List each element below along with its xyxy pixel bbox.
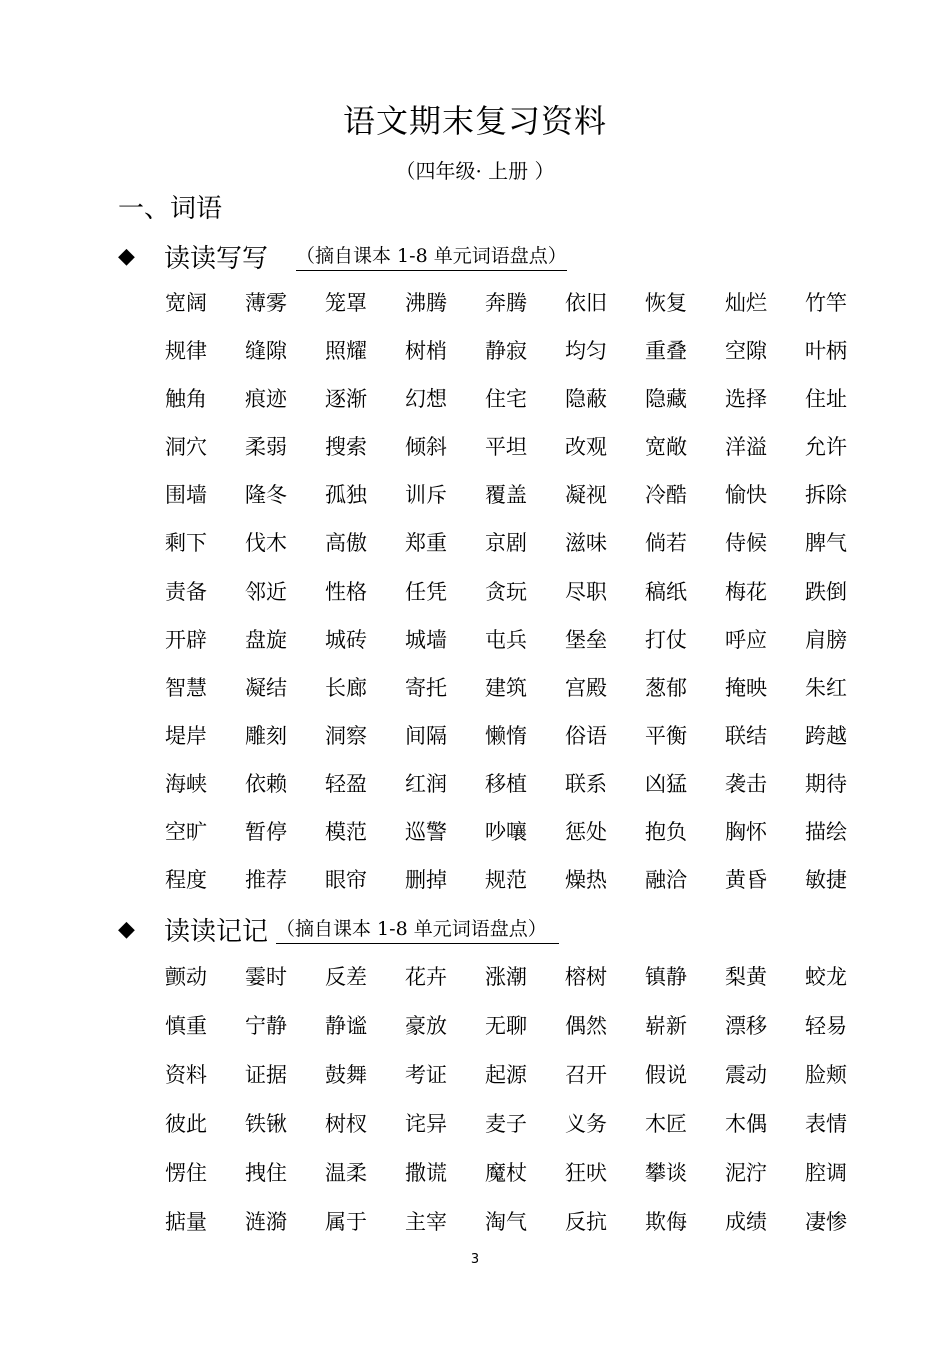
vocabulary-word: 期待 bbox=[805, 771, 847, 796]
vocabulary-word: 跨越 bbox=[805, 723, 847, 748]
vocabulary-word: 拽住 bbox=[245, 1161, 287, 1185]
vocabulary-word: 愣住 bbox=[165, 1161, 207, 1185]
vocabulary-word: 叶柄 bbox=[805, 339, 847, 364]
vocabulary-word: 暂停 bbox=[245, 820, 287, 845]
vocabulary-word: 堡垒 bbox=[565, 627, 607, 652]
vocabulary-word: 榕树 bbox=[565, 965, 607, 989]
vocabulary-word: 改观 bbox=[565, 435, 607, 460]
word-grid-read-remember bbox=[165, 961, 885, 1255]
vocabulary-word: 淘气 bbox=[485, 1210, 527, 1234]
vocabulary-word: 主宰 bbox=[405, 1210, 447, 1234]
vocabulary-word: 颤动 bbox=[165, 965, 207, 989]
vocabulary-word: 木匠 bbox=[645, 1112, 687, 1136]
vocabulary-word: 表情 bbox=[805, 1112, 847, 1136]
vocabulary-word: 麦子 bbox=[485, 1112, 527, 1136]
vocabulary-word: 冷酷 bbox=[645, 483, 687, 508]
subsection-heading-read-remember bbox=[118, 909, 559, 949]
vocabulary-word: 稿纸 bbox=[645, 579, 687, 604]
vocabulary-word: 规律 bbox=[165, 339, 207, 364]
vocabulary-word: 责备 bbox=[165, 579, 207, 604]
vocabulary-word: 宁静 bbox=[245, 1014, 287, 1038]
vocabulary-word: 柔弱 bbox=[245, 435, 287, 460]
vocabulary-word: 红润 bbox=[405, 771, 447, 796]
vocabulary-word: 性格 bbox=[325, 579, 367, 604]
vocabulary-word: 召开 bbox=[565, 1063, 607, 1087]
vocabulary-word: 敏捷 bbox=[805, 868, 847, 893]
vocabulary-word: 崭新 bbox=[645, 1014, 687, 1038]
vocabulary-word: 诧异 bbox=[405, 1112, 447, 1136]
vocabulary-word: 沸腾 bbox=[405, 291, 447, 315]
vocabulary-word: 袭击 bbox=[725, 771, 767, 796]
vocabulary-word: 义务 bbox=[565, 1112, 607, 1136]
vocabulary-word: 脸颊 bbox=[805, 1063, 847, 1087]
vocabulary-word: 住宅 bbox=[485, 387, 527, 412]
vocabulary-word: 宫殿 bbox=[565, 675, 607, 700]
vocabulary-word: 洞穴 bbox=[165, 435, 207, 460]
vocabulary-word: 寄托 bbox=[405, 675, 447, 700]
subsection-note: （摘自课本 1-8 单元词语盘点） bbox=[296, 241, 567, 271]
vocabulary-word: 推荐 bbox=[245, 868, 287, 893]
vocabulary-word: 宽阔 bbox=[165, 291, 207, 315]
vocabulary-word: 海峡 bbox=[165, 771, 207, 796]
vocabulary-word: 梅花 bbox=[725, 579, 767, 604]
vocabulary-word: 懒惰 bbox=[485, 723, 527, 748]
vocabulary-word: 凝结 bbox=[245, 675, 287, 700]
vocabulary-word: 巡警 bbox=[405, 820, 447, 845]
vocabulary-word: 倘若 bbox=[645, 531, 687, 556]
vocabulary-word: 掩映 bbox=[725, 675, 767, 700]
vocabulary-word: 灿烂 bbox=[725, 291, 767, 315]
vocabulary-word: 静寂 bbox=[485, 339, 527, 364]
vocabulary-word: 隆冬 bbox=[245, 483, 287, 508]
vocabulary-word: 属于 bbox=[325, 1210, 367, 1234]
vocabulary-word: 轻易 bbox=[805, 1014, 847, 1038]
vocabulary-word: 堤岸 bbox=[165, 723, 207, 748]
diamond-icon: ◆ bbox=[118, 916, 135, 942]
vocabulary-word: 梨黄 bbox=[725, 965, 767, 989]
vocabulary-word: 掂量 bbox=[165, 1210, 207, 1234]
vocabulary-word: 允许 bbox=[805, 435, 847, 460]
vocabulary-word: 薄雾 bbox=[245, 291, 287, 315]
page-number: 3 bbox=[470, 1252, 480, 1267]
vocabulary-word: 慎重 bbox=[165, 1014, 207, 1038]
page-title: 语文期末复习资料 bbox=[342, 102, 607, 140]
vocabulary-word: 震动 bbox=[725, 1063, 767, 1087]
vocabulary-word: 倾斜 bbox=[405, 435, 447, 460]
vocabulary-word: 重叠 bbox=[645, 339, 687, 364]
vocabulary-word: 葱郁 bbox=[645, 675, 687, 700]
vocabulary-word: 朱红 bbox=[805, 675, 847, 700]
section-heading-vocabulary: 一、词语 bbox=[118, 194, 223, 224]
vocabulary-word: 泥泞 bbox=[725, 1161, 767, 1185]
vocabulary-word: 触角 bbox=[165, 387, 207, 412]
vocabulary-word: 洞察 bbox=[325, 723, 367, 748]
vocabulary-word: 幻想 bbox=[405, 387, 447, 412]
vocabulary-word: 凶猛 bbox=[645, 771, 687, 796]
vocabulary-word: 缝隙 bbox=[245, 339, 287, 364]
vocabulary-word: 照耀 bbox=[325, 339, 367, 364]
vocabulary-word: 逐渐 bbox=[325, 387, 367, 412]
vocabulary-word: 覆盖 bbox=[485, 483, 527, 508]
vocabulary-word: 漂移 bbox=[725, 1014, 767, 1038]
vocabulary-word: 建筑 bbox=[485, 675, 527, 700]
vocabulary-word: 模范 bbox=[325, 820, 367, 845]
vocabulary-word: 平衡 bbox=[645, 723, 687, 748]
vocabulary-word: 木偶 bbox=[725, 1112, 767, 1136]
vocabulary-word: 城砖 bbox=[325, 627, 367, 652]
vocabulary-word: 起源 bbox=[485, 1063, 527, 1087]
vocabulary-word: 树杈 bbox=[325, 1112, 367, 1136]
vocabulary-word: 反差 bbox=[325, 965, 367, 989]
vocabulary-word: 均匀 bbox=[565, 339, 607, 364]
vocabulary-word: 联结 bbox=[725, 723, 767, 748]
vocabulary-word: 宽敞 bbox=[645, 435, 687, 460]
vocabulary-word: 空旷 bbox=[165, 820, 207, 845]
subsection-title: 读读写写 bbox=[164, 243, 269, 274]
vocabulary-word: 描绘 bbox=[805, 820, 847, 845]
subsection-heading-read-write bbox=[118, 236, 567, 276]
vocabulary-word: 呼应 bbox=[725, 627, 767, 652]
vocabulary-word: 燥热 bbox=[565, 868, 607, 893]
vocabulary-word: 伐木 bbox=[245, 531, 287, 556]
vocabulary-word: 惩处 bbox=[565, 820, 607, 845]
vocabulary-word: 滋味 bbox=[565, 531, 607, 556]
vocabulary-word: 眼帘 bbox=[325, 868, 367, 893]
word-grid-read-write bbox=[165, 287, 885, 912]
vocabulary-word: 腔调 bbox=[805, 1161, 847, 1185]
vocabulary-word: 住址 bbox=[805, 387, 847, 412]
vocabulary-word: 开辟 bbox=[165, 627, 207, 652]
vocabulary-word: 树梢 bbox=[405, 339, 447, 364]
vocabulary-word: 贪玩 bbox=[485, 579, 527, 604]
vocabulary-word: 铁锹 bbox=[245, 1112, 287, 1136]
vocabulary-word: 程度 bbox=[165, 868, 207, 893]
vocabulary-word: 轻盈 bbox=[325, 771, 367, 796]
vocabulary-word: 肩膀 bbox=[805, 627, 847, 652]
vocabulary-word: 依旧 bbox=[565, 291, 607, 315]
vocabulary-word: 剩下 bbox=[165, 531, 207, 556]
vocabulary-word: 邻近 bbox=[245, 579, 287, 604]
vocabulary-word: 洋溢 bbox=[725, 435, 767, 460]
vocabulary-word: 攀谈 bbox=[645, 1161, 687, 1185]
vocabulary-word: 恢复 bbox=[645, 291, 687, 315]
vocabulary-word: 空隙 bbox=[725, 339, 767, 364]
vocabulary-word: 静谧 bbox=[325, 1014, 367, 1038]
vocabulary-word: 规范 bbox=[485, 868, 527, 893]
subsection-note: （摘自课本 1-8 单元词语盘点） bbox=[276, 914, 559, 944]
vocabulary-word: 温柔 bbox=[325, 1161, 367, 1185]
vocabulary-word: 移植 bbox=[485, 771, 527, 796]
diamond-icon: ◆ bbox=[118, 243, 135, 269]
vocabulary-word: 奔腾 bbox=[485, 291, 527, 315]
vocabulary-word: 竹竿 bbox=[805, 291, 847, 315]
vocabulary-word: 高傲 bbox=[325, 531, 367, 556]
vocabulary-word: 欺侮 bbox=[645, 1210, 687, 1234]
vocabulary-word: 融洽 bbox=[645, 868, 687, 893]
vocabulary-word: 选择 bbox=[725, 387, 767, 412]
vocabulary-word: 拆除 bbox=[805, 483, 847, 508]
vocabulary-word: 脾气 bbox=[805, 531, 847, 556]
vocabulary-word: 成绩 bbox=[725, 1210, 767, 1234]
vocabulary-word: 黄昏 bbox=[725, 868, 767, 893]
vocabulary-word: 删掉 bbox=[405, 868, 447, 893]
vocabulary-word: 郑重 bbox=[405, 531, 447, 556]
subsection-title: 读读记记 bbox=[164, 916, 269, 947]
vocabulary-word: 跌倒 bbox=[805, 579, 847, 604]
vocabulary-word: 资料 bbox=[165, 1063, 207, 1087]
vocabulary-word: 反抗 bbox=[565, 1210, 607, 1234]
vocabulary-word: 霎时 bbox=[245, 965, 287, 989]
vocabulary-word: 联系 bbox=[565, 771, 607, 796]
page-subtitle: （四年级· 上册 ） bbox=[395, 159, 555, 183]
vocabulary-word: 侍候 bbox=[725, 531, 767, 556]
vocabulary-word: 涨潮 bbox=[485, 965, 527, 989]
vocabulary-word: 长廊 bbox=[325, 675, 367, 700]
vocabulary-word: 隐蔽 bbox=[565, 387, 607, 412]
vocabulary-word: 涟漪 bbox=[245, 1210, 287, 1234]
vocabulary-word: 围墙 bbox=[165, 483, 207, 508]
vocabulary-word: 痕迹 bbox=[245, 387, 287, 412]
vocabulary-word: 魔杖 bbox=[485, 1161, 527, 1185]
vocabulary-word: 搜索 bbox=[325, 435, 367, 460]
vocabulary-word: 凝视 bbox=[565, 483, 607, 508]
vocabulary-word: 愉快 bbox=[725, 483, 767, 508]
vocabulary-word: 凄惨 bbox=[805, 1210, 847, 1234]
vocabulary-word: 镇静 bbox=[645, 965, 687, 989]
vocabulary-word: 智慧 bbox=[165, 675, 207, 700]
vocabulary-word: 吵嚷 bbox=[485, 820, 527, 845]
vocabulary-word: 隐藏 bbox=[645, 387, 687, 412]
vocabulary-word: 俗语 bbox=[565, 723, 607, 748]
vocabulary-word: 雕刻 bbox=[245, 723, 287, 748]
vocabulary-word: 花卉 bbox=[405, 965, 447, 989]
vocabulary-word: 笼罩 bbox=[325, 291, 367, 315]
vocabulary-word: 盘旋 bbox=[245, 627, 287, 652]
vocabulary-word: 京剧 bbox=[485, 531, 527, 556]
vocabulary-word: 任凭 bbox=[405, 579, 447, 604]
vocabulary-word: 假说 bbox=[645, 1063, 687, 1087]
vocabulary-word: 蛟龙 bbox=[805, 965, 847, 989]
vocabulary-word: 城墙 bbox=[405, 627, 447, 652]
vocabulary-word: 平坦 bbox=[485, 435, 527, 460]
vocabulary-word: 撒谎 bbox=[405, 1161, 447, 1185]
vocabulary-word: 彼此 bbox=[165, 1112, 207, 1136]
vocabulary-word: 打仗 bbox=[645, 627, 687, 652]
vocabulary-word: 孤独 bbox=[325, 483, 367, 508]
vocabulary-word: 考证 bbox=[405, 1063, 447, 1087]
vocabulary-word: 训斥 bbox=[405, 483, 447, 508]
vocabulary-word: 依赖 bbox=[245, 771, 287, 796]
vocabulary-word: 豪放 bbox=[405, 1014, 447, 1038]
vocabulary-word: 偶然 bbox=[565, 1014, 607, 1038]
vocabulary-word: 证据 bbox=[245, 1063, 287, 1087]
vocabulary-word: 胸怀 bbox=[725, 820, 767, 845]
vocabulary-word: 鼓舞 bbox=[325, 1063, 367, 1087]
vocabulary-word: 尽职 bbox=[565, 579, 607, 604]
vocabulary-word: 屯兵 bbox=[485, 627, 527, 652]
vocabulary-word: 间隔 bbox=[405, 723, 447, 748]
vocabulary-word: 狂吠 bbox=[565, 1161, 607, 1185]
vocabulary-word: 抱负 bbox=[645, 820, 687, 845]
vocabulary-word: 无聊 bbox=[485, 1014, 527, 1038]
